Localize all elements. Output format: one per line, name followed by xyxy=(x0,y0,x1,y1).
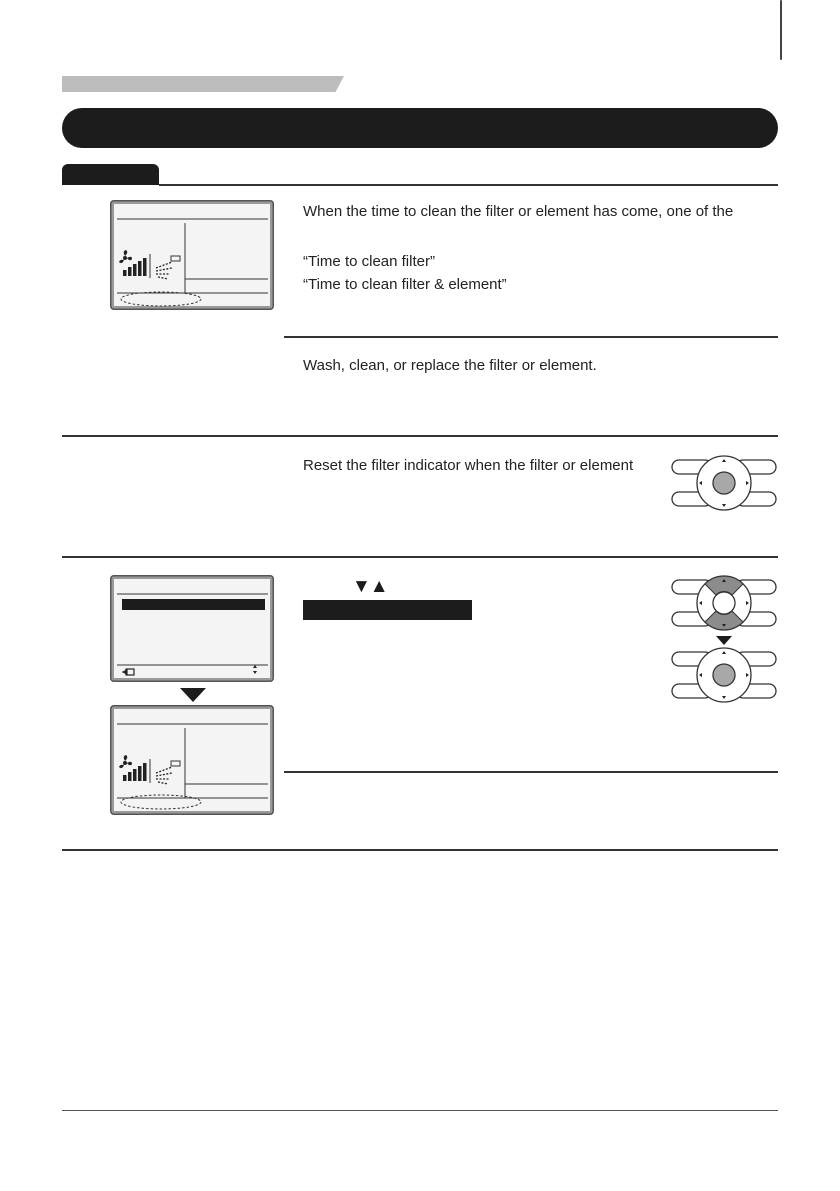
lcd-screen-filter-reset xyxy=(110,705,274,815)
selected-menu-item-bar xyxy=(303,600,472,620)
menu-selection-bar xyxy=(122,599,265,610)
lcd-screen-filter-alert xyxy=(110,200,274,310)
remote-buttons-dpad[interactable] xyxy=(670,454,778,512)
step1-intro-text: When the time to clean the filter or element has come, one of the xyxy=(303,203,734,220)
step2-instruction: Wash, clean, or replace the filter or element. xyxy=(303,357,597,374)
remote-buttons-dpad-updown[interactable] xyxy=(670,574,778,632)
lcd-screen-menu xyxy=(110,575,274,682)
down-triangle-icon xyxy=(716,636,732,645)
step1-message-filter: “Time to clean filter” xyxy=(303,253,435,270)
divider xyxy=(62,849,778,851)
down-triangle-icon xyxy=(180,688,206,702)
page-title-bar xyxy=(62,108,778,148)
divider xyxy=(62,556,778,558)
footer-rule xyxy=(62,1110,778,1111)
step1-message-filter-element: “Time to clean filter & element” xyxy=(303,276,507,293)
divider xyxy=(284,771,778,773)
up-down-arrows-glyph: ▼▲ xyxy=(352,576,388,597)
remote-buttons-dpad-center[interactable] xyxy=(670,646,778,704)
chapter-tab xyxy=(62,76,344,92)
center-button xyxy=(713,472,735,494)
page-edge-line xyxy=(780,0,782,60)
divider xyxy=(62,435,778,437)
section-rule xyxy=(159,184,778,186)
divider xyxy=(284,336,778,338)
section-tab xyxy=(62,164,159,185)
step3-instruction: Reset the filter indicator when the filter or element xyxy=(303,457,634,474)
